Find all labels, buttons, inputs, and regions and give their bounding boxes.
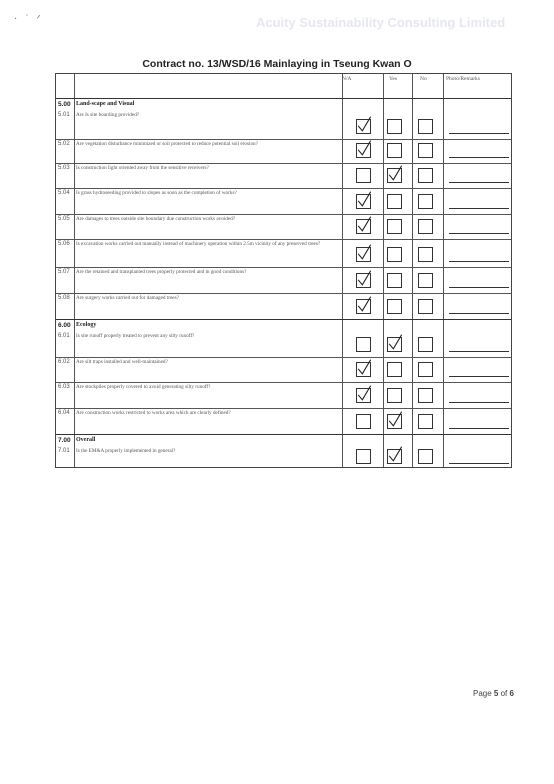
item-question: Is site runoff properly treated to prevent any silty runoff? <box>76 333 195 339</box>
remarks-line[interactable] <box>449 287 509 288</box>
section-number: 5.00 <box>58 101 71 108</box>
item-question: Are silt traps installed and well-maintained? <box>76 359 168 365</box>
item-question: Are construction works restricted to works area which are clearly defined? <box>76 410 231 416</box>
item-number: 5.01 <box>58 112 70 118</box>
checkmark-icon <box>385 445 405 465</box>
checklist-table <box>55 73 512 468</box>
checkmark-icon <box>354 384 374 404</box>
checkmark-icon <box>354 215 374 235</box>
remarks-line[interactable] <box>449 428 509 429</box>
scan-marks: · ˙ ᐟ <box>14 14 43 25</box>
item-question: Are the retained and transplanted trees properly protected and in good conditions? <box>76 269 247 275</box>
item-question: Is grass hydroseeding provided to slopes as soon as the completion of works? <box>76 190 237 196</box>
item-number: 6.04 <box>58 410 70 416</box>
remarks-line[interactable] <box>449 351 509 352</box>
checkbox-na[interactable] <box>356 168 371 183</box>
remarks-line[interactable] <box>449 463 509 464</box>
checkmark-icon <box>385 333 405 353</box>
item-number: 5.04 <box>58 190 70 196</box>
checkbox-na[interactable] <box>356 414 371 429</box>
checkbox-no[interactable] <box>418 143 433 158</box>
company-watermark: Acuity Sustainability Consulting Limited <box>256 15 506 30</box>
page-title: Contract no. 13/WSD/16 Mainlaying in Tseung Kwan O <box>142 58 412 70</box>
checkbox-no[interactable] <box>418 337 433 352</box>
checkbox-na[interactable] <box>356 143 371 158</box>
item-number: 7.01 <box>58 448 70 454</box>
checkbox-na[interactable] <box>356 362 371 377</box>
checkbox-na[interactable] <box>356 194 371 209</box>
checkmark-icon <box>385 410 405 430</box>
section-divider <box>56 319 511 320</box>
checkmark-icon <box>354 190 374 210</box>
remarks-line[interactable] <box>449 376 509 377</box>
item-question: Are vegetation disturbance minimized or soil protected to reduce potential soil erosion? <box>76 141 258 147</box>
remarks-line[interactable] <box>449 133 509 134</box>
remarks-line[interactable] <box>449 402 509 403</box>
checkbox-no[interactable] <box>418 168 433 183</box>
checkbox-yes[interactable] <box>387 449 402 464</box>
item-number: 5.03 <box>58 165 70 171</box>
item-number: 6.01 <box>58 333 70 339</box>
checkbox-na[interactable] <box>356 388 371 403</box>
section-divider <box>56 98 511 99</box>
page-total: 6 <box>509 689 514 698</box>
item-question: Is the EM&A properly implemented in general? <box>76 448 176 454</box>
checkbox-yes[interactable] <box>387 362 402 377</box>
checkbox-yes[interactable] <box>387 194 402 209</box>
checkbox-no[interactable] <box>418 362 433 377</box>
checkbox-yes[interactable] <box>387 299 402 314</box>
remarks-line[interactable] <box>449 233 509 234</box>
checkbox-na[interactable] <box>356 449 371 464</box>
page-of: of <box>500 689 508 698</box>
checkbox-no[interactable] <box>418 388 433 403</box>
item-question: Is construction light oriented away from the sensitive receivers? <box>76 165 209 171</box>
checkmark-icon <box>354 115 374 135</box>
remarks-line[interactable] <box>449 208 509 209</box>
checkbox-yes[interactable] <box>387 143 402 158</box>
checkbox-na[interactable] <box>356 247 371 262</box>
section-title: Ecology <box>76 322 97 328</box>
checkmark-icon <box>385 164 405 184</box>
checkbox-yes[interactable] <box>387 168 402 183</box>
checkmark-icon <box>354 358 374 378</box>
item-number: 5.06 <box>58 241 70 247</box>
checkbox-yes[interactable] <box>387 337 402 352</box>
item-question: Is excavation works carried out manually instead of machinery operation within 2.5m vicinity of any preserved trees? <box>76 241 321 247</box>
item-number: 6.02 <box>58 359 70 365</box>
item-number: 5.02 <box>58 141 70 147</box>
checkmark-icon <box>354 295 374 315</box>
item-number: 5.05 <box>58 216 70 222</box>
checkmark-icon <box>354 243 374 263</box>
checkmark-icon <box>354 139 374 159</box>
checkbox-no[interactable] <box>418 449 433 464</box>
page-prefix: Page <box>473 689 492 698</box>
item-question: Are surgery works carried out for damaged trees? <box>76 295 179 301</box>
checkbox-no[interactable] <box>418 219 433 234</box>
item-question: Are Is site hoarding provided? <box>76 112 140 118</box>
remarks-line[interactable] <box>449 261 509 262</box>
checkbox-no[interactable] <box>418 273 433 288</box>
checkbox-na[interactable] <box>356 337 371 352</box>
item-number: 5.07 <box>58 269 70 275</box>
section-divider <box>56 434 511 435</box>
section-title: Land-scape and Visual <box>76 101 135 107</box>
item-question: Are damages to trees outside site boundary due construction works avoided? <box>76 216 236 222</box>
checkbox-no[interactable] <box>418 247 433 262</box>
section-number: 7.00 <box>58 437 71 444</box>
checkmark-icon <box>354 269 374 289</box>
checkbox-na[interactable] <box>356 219 371 234</box>
checkbox-no[interactable] <box>418 299 433 314</box>
checkbox-yes[interactable] <box>387 273 402 288</box>
column-header-na: N/A <box>342 76 352 82</box>
remarks-line[interactable] <box>449 182 509 183</box>
checkbox-yes[interactable] <box>387 388 402 403</box>
page-current: 5 <box>493 689 499 698</box>
checkbox-yes[interactable] <box>387 247 402 262</box>
section-number: 6.00 <box>58 322 71 329</box>
checkbox-no[interactable] <box>418 194 433 209</box>
checkbox-yes[interactable] <box>387 219 402 234</box>
checkbox-yes[interactable] <box>387 119 402 134</box>
item-question: Are stockpiles properly covered to avoid generating silty runoff? <box>76 384 211 390</box>
item-number: 6.03 <box>58 384 70 390</box>
checkbox-na[interactable] <box>356 119 371 134</box>
remarks-line[interactable] <box>449 157 509 158</box>
column-header-photo-remarks: Photo/Remarks <box>446 76 480 82</box>
item-number: 5.08 <box>58 295 70 301</box>
checkbox-na[interactable] <box>356 273 371 288</box>
column-header-yes: Yes <box>389 76 398 82</box>
remarks-line[interactable] <box>449 313 509 314</box>
checkbox-no[interactable] <box>418 119 433 134</box>
column-header-no: No <box>420 76 427 82</box>
checkbox-yes[interactable] <box>387 414 402 429</box>
checkbox-na[interactable] <box>356 299 371 314</box>
checkbox-no[interactable] <box>418 414 433 429</box>
section-title: Overall <box>76 437 96 443</box>
page-number <box>473 689 514 698</box>
